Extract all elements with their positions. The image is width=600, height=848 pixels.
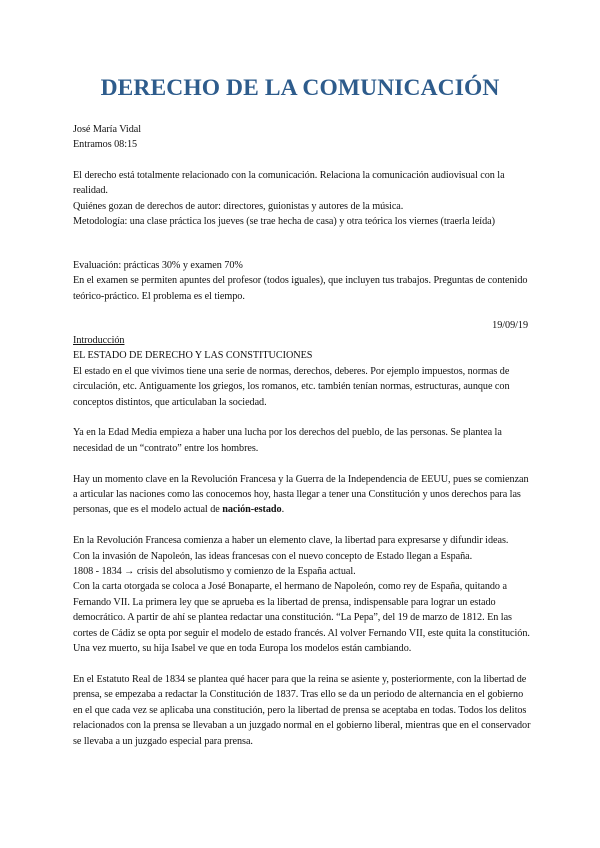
bold-term: nación-estado xyxy=(222,504,282,516)
section-paragraph-6: 1808 - 1834 → crisis del absolutismo y comienzo de la España actual. xyxy=(73,566,356,578)
evaluation-block xyxy=(73,258,533,304)
exam-description: En el examen se permiten apuntes del profesor (todos iguales), que incluyen tus trabajos. Preguntas de contenido teórico-práctico. El problema es el tiempo. xyxy=(73,275,528,302)
section-heading: EL ESTADO DE DERECHO Y LAS CONSTITUCIONES xyxy=(73,350,313,362)
intro-paragraph-1: El derecho está totalmente relacionado con la comunicación. Relaciona la comunicación audiovisual con la realidad. xyxy=(73,170,505,197)
section-paragraph-2: Ya en la Edad Media empieza a haber una lucha por los derechos del pueblo, de las personas. Se plantea la necesidad de un “contrato” entre los hombres. xyxy=(73,427,502,454)
section-paragraph-1: El estado en el que vivimos tiene una serie de normas, derechos, deberes. Por ejemplo impuestos, normas de circulación, etc. Antiguamente los griegos, los romanos, etc. también tenían normas, estructuras, aunque con conceptos distintos, que articulaban la sociedad. xyxy=(73,365,510,408)
section-label: Introducción xyxy=(73,335,125,346)
section-paragraph-5: Con la invasión de Napoleón, las ideas francesas con el nuevo concepto de Estado llegan a España. xyxy=(73,550,473,562)
paragraph-3-text: Hay un momento clave en la Revolución Francesa y la Guerra de la Independencia de EEUU, pues se comienzan a articular las naciones como las conocemos hoy, hasta llegar a tener una Constitución y unos derechos para las personas, que es el modelo actual de xyxy=(73,473,529,516)
introduction-section xyxy=(73,333,533,749)
section-paragraph-4: En la Revolución Francesa comienza a haber un elemento clave, la libertad para expresarse y difundir ideas. xyxy=(73,535,509,547)
intro-paragraph-3: Metodología: una clase práctica los jueves (se trae hecha de casa) y otra teórica los viernes (traerla leída) xyxy=(73,216,495,228)
section-paragraph-3 xyxy=(73,472,533,518)
intro-block xyxy=(73,168,533,230)
header-block xyxy=(73,122,533,153)
date-label: 19/09/19 xyxy=(492,320,528,331)
document-title: DERECHO DE LA COMUNICACIÓN xyxy=(100,75,500,101)
section-paragraph-7: Con la carta otorgada se coloca a José Bonaparte, el hermano de Napoleón, como rey de España, quitando a Fernando VII. La primera ley que se aprueba es la libertad de prensa, indispensable para lograr un estado democrático. A partir de ahí se plantea redactar una constitución. “La Pepa”, del 19 de marzo de 1812. En las cortes de Cádiz se opta por seguir el modelo de estado francés. Al volver Fernando VII, este quita la constitución. Una vez muerto, su hija Isabel ve que en toda Europa los modelos están cambiando. xyxy=(73,581,530,655)
author-line: José María Vidal xyxy=(73,124,141,135)
paragraph-3-end: . xyxy=(281,504,285,516)
section-paragraph-8: En el Estatuto Real de 1834 se plantea qué hacer para que la reina se asiente y, posteriormente, con la libertad de prensa, se empezaba a redactar la Constitución de 1837. Tras ello se da un periodo de alternancia en el gobierno en el que cada vez se aplicaba una constitución, pero la libertad de prensa se aceptaba en todas. Todos los delitos relacionados con la prensa se llevaban a un juzgado normal en el gobierno liberal, mientras que en el conservador se llevaba a un juzgado especial para prensa. xyxy=(73,673,531,747)
entry-time-line: Entramos 08:15 xyxy=(73,139,138,151)
intro-paragraph-2: Quiénes gozan de derechos de autor: directores, guionistas y autores de la música. xyxy=(73,200,404,212)
evaluation-line: Evaluación: prácticas 30% y examen 70% xyxy=(73,260,243,271)
